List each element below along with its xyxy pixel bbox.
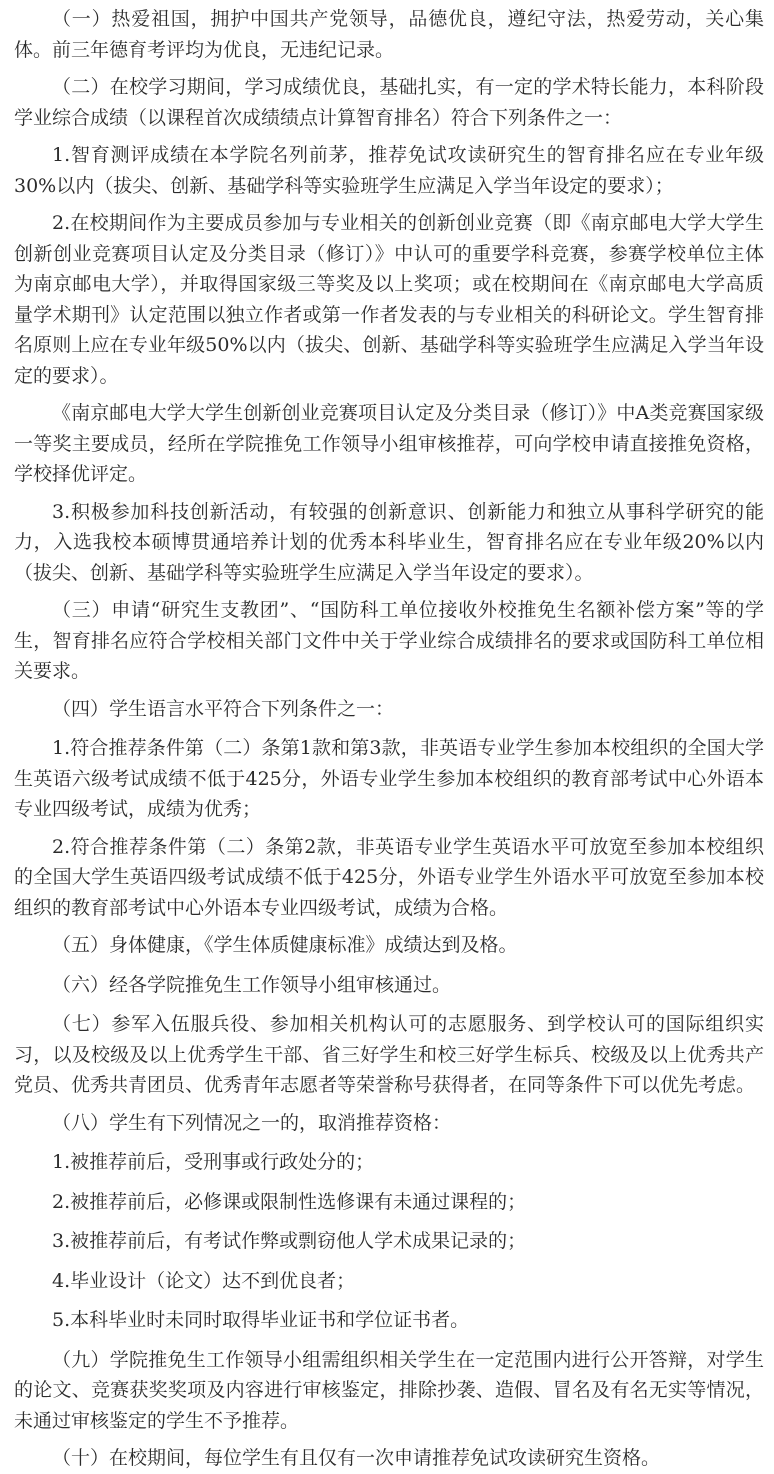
paragraph-20: （九）学院推免生工作领导小组需组织相关学生在一定范围内进行公开答辩，对学生的论文、竞赛获奖奖项及内容进行审核鉴定，排除抄袭、造假、冒名及有名无实等情况，未通过审核鉴定的学生不予推荐。 bbox=[14, 1348, 764, 1432]
paragraph-9: 1.符合推荐条件第（二）条第1款和第3款，非英语专业学生参加本校组织的全国大学生英语六级考试成绩不低于425分，外语专业学生参加本校组织的教育部考试中心外语本专业四级考试，成绩为优秀； bbox=[14, 737, 764, 820]
paragraph-5: 《南京邮电大学大学生创新创业竞赛项目认定及分类目录（修订）》中A类竞赛国家级一等奖主要成员，经所在学院推免工作领导小组审核推荐，可向学校申请直接推免资格，学校择优评定。 bbox=[14, 402, 764, 485]
paragraph-15: 1.被推荐前后，受刑事或行政处分的； bbox=[52, 1151, 375, 1173]
paragraph-8: （四）学生语言水平符合下列条件之一： bbox=[52, 697, 395, 720]
paragraph-14: （八）学生有下列情况之一的，取消推荐资格： bbox=[52, 1111, 452, 1134]
paragraph-18: 4.毕业设计（论文）达不到优良者； bbox=[52, 1269, 356, 1292]
paragraph-2: （二）在校学习期间，学习成绩优良，基础扎实，有一定的学术特长能力，本科阶段学业综合成绩（以课程首次成绩绩点计算智育排名）符合下列条件之一： bbox=[14, 76, 764, 129]
paragraph-3: 1.智育测评成绩在本学院名列前茅，推荐免试攻读研究生的智育排名应在专业年级30%以内（拔尖、创新、基础学科等实验班学生应满足入学当年设定的要求）； bbox=[14, 144, 764, 197]
paragraph-10: 2.符合推荐条件第（二）条第2款，非英语专业学生英语水平可放宽至参加本校组织的全国大学生英语四级考试成绩不低于425分，外语专业学生外语水平可放宽至参加本校组织的教育部考试中心外语本专业四级考试，成绩为合格。 bbox=[14, 835, 764, 919]
paragraph-16: 2.被推荐前后，必修课或限制性选修课有未通过课程的； bbox=[52, 1190, 527, 1213]
paragraph-12: （六）经各学院推免生工作领导小组审核通过。 bbox=[52, 973, 452, 996]
paragraph-13: （七）参军入伍服兵役、参加相关机构认可的志愿服务、到学校认可的国际组织实习，以及校级及以上优秀学生干部、省三好学生和校三好学生标兵、校级及以上优秀共产党员、优秀共青团员、优秀青年志愿者等荣誉称号获得者，在同等条件下可以优先考虑。 bbox=[14, 1013, 764, 1096]
paragraph-19: 5.本科毕业时未同时取得毕业证书和学位证书者。 bbox=[52, 1309, 470, 1331]
paragraph-21: （十）在校期间，每位学生有且仅有一次申请推荐免试攻读研究生资格。 bbox=[52, 1447, 661, 1469]
paragraph-11: （五）身体健康，《学生体质健康标准》成绩达到及格。 bbox=[52, 934, 518, 956]
paragraph-7: （三）申请“研究生支教团”、“国防科工单位接收外校推免生名额补偿方案”等的学生，智育排名应符合学校相关部门文件中关于学业综合成绩排名的要求或国防科工单位相关要求。 bbox=[14, 599, 764, 682]
paragraph-4: 2.在校期间作为主要成员参加与专业相关的创新创业竞赛（即《南京邮电大学大学生创新创业竞赛项目认定及分类目录（修订）》中认可的重要学科竞赛，参赛学校单位主体为南京邮电大学），并取得国家级三等奖及以上奖项；或在校期间在《南京邮电大学高质量学术期刊》认定范围以独立作者或第一作者发表的与专业相关的科研论文。学生智育排名原则上应在专业年级50%以内（拔尖、创新、基础学科等实验班学生应满足入学当年设定的要求）。 bbox=[14, 212, 764, 387]
paragraph-6: 3.积极参加科技创新活动，有较强的创新意识、创新能力和独立从事科学研究的能力，入选我校本硕博贯通培养计划的优秀本科毕业生，智育排名应在专业年级20%以内（拔尖、创新、基础学科等实验班学生应满足入学当年设定的要求）。 bbox=[14, 500, 764, 584]
paragraph-17: 3.被推荐前后，有考试作弊或剽窃他人学术成果记录的； bbox=[52, 1230, 527, 1252]
paragraph-1: （一）热爱祖国，拥护中国共产党领导，品德优良，遵纪守法，热爱劳动，关心集体。前三年德育考评均为优良，无违纪记录。 bbox=[14, 8, 764, 61]
